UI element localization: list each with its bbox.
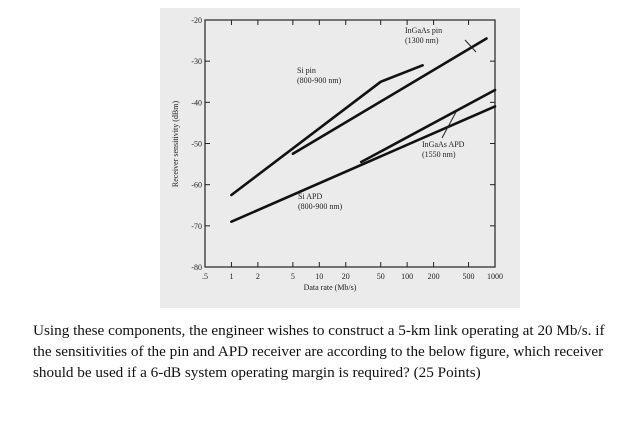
x-tick-label: 1000 xyxy=(487,272,503,281)
question-text: Using these components, the engineer wishes to construct a 5-km link operating at 20 Mb/s. if the sensitivities of the pin and APD receiver are according to the below figure, which receiver should be used if a 6-dB system operating margin is required? (25 Points) xyxy=(33,322,605,381)
x-tick-label: .5 xyxy=(202,272,208,281)
x-tick-label: 5 xyxy=(290,272,295,281)
y-axis-label: Receiver sensitivity (dBm) xyxy=(171,100,180,188)
x-tick-label: 100 xyxy=(401,272,414,281)
y-tick-label: -30 xyxy=(191,57,202,67)
series-annotation: InGaAs pin xyxy=(405,26,443,35)
x-tick-label: 20 xyxy=(341,272,350,281)
series-line xyxy=(293,39,487,154)
sensitivity-chart xyxy=(160,8,520,308)
x-tick-label: 10 xyxy=(315,272,324,281)
x-axis-label: Data rate (Mb/s) xyxy=(303,283,357,292)
y-tick-label: -70 xyxy=(191,221,202,231)
x-tick-label: 200 xyxy=(427,272,440,281)
series-annotation: (1550 nm) xyxy=(422,150,456,159)
series-annotation: (1300 nm) xyxy=(405,36,439,45)
y-tick-label: -20 xyxy=(191,16,202,25)
series-annotation: Si pin xyxy=(297,66,316,75)
series-annotation: (800-900 nm) xyxy=(297,76,342,85)
y-tick-label: -80 xyxy=(191,263,202,272)
y-tick-label: -40 xyxy=(191,98,202,108)
x-tick-label: 2 xyxy=(255,272,260,281)
series-annotation: (800-900 nm) xyxy=(298,202,343,211)
x-tick-label: 1 xyxy=(229,272,234,281)
y-tick-label: -60 xyxy=(191,180,202,190)
y-tick-label: -50 xyxy=(191,139,202,149)
series-annotation: InGaAs APD xyxy=(422,140,465,149)
series-annotation: Si APD xyxy=(298,192,323,201)
x-tick-label: 50 xyxy=(376,272,385,281)
x-tick-label: 500 xyxy=(462,272,475,281)
